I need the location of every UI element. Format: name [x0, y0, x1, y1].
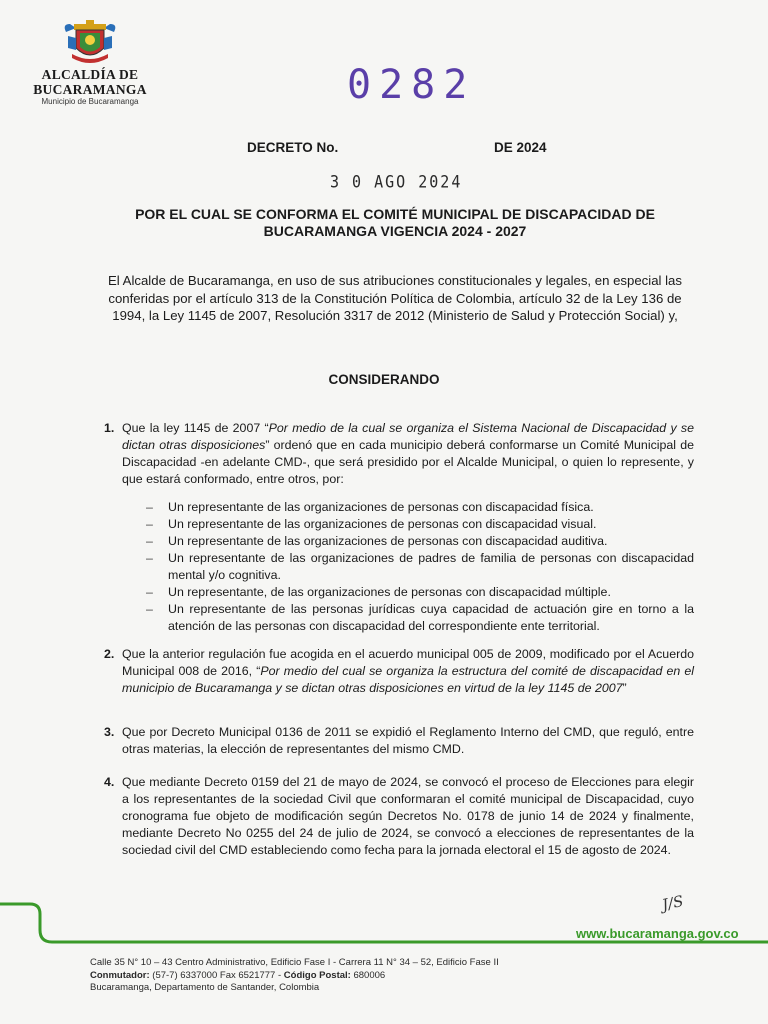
- decreto-year: DE 2024: [494, 140, 547, 155]
- list-item: – Un representante de las organizaciones de personas con discapacidad visual.: [146, 516, 694, 533]
- considerando-heading: CONSIDERANDO: [328, 372, 440, 387]
- item-text: Que mediante Decreto 0159 del 21 de mayo de 2024, se convocó el proceso de Elecciones para elegir a los representantes de la sociedad Civil que conformaran el comité municipal de Discapacidad, cuyo cronograma fue objeto de modificación según Decretos No. 0178 de junio 14 de 2024 y finalmente, mediante Decreto No 0255 del 24 de julio de 2024, se convocó a elecciones de representantes de la sociedad civil del CMD estableciendo como fecha para la jornada electoral el 15 de agosto de 2024.: [122, 775, 694, 857]
- list-item: – Un representante de las personas jurídicas cuya capacidad de actuación gire en torno a la atención de las personas con discapacidad del correspondiente ente territorial.: [146, 601, 694, 635]
- alcaldia-logo: [30, 18, 150, 106]
- considerando-item-1: [104, 420, 694, 488]
- list-item: – Un representante de las organizaciones de personas con discapacidad auditiva.: [146, 533, 694, 550]
- decree-number-stamp: 0282: [347, 62, 476, 108]
- logo-subtitle: Municipio de Bucaramanga: [41, 97, 139, 106]
- item-number: 1.: [104, 421, 115, 435]
- item-text: Que por Decreto Municipal 0136 de 2011 se expidió el Reglamento Interno del CMD, que reguló, entre otras materias, la elección de representantes del mismo CMD.: [122, 725, 694, 756]
- website-link[interactable]: www.bucaramanga.gov.co: [576, 926, 739, 941]
- item-text: Que la ley 1145 de 2007 “Por medio de la cual se organiza el Sistema Nacional de Discapacidad y se dictan otras disposiciones” ordenó que en cada municipio deberá conformarse un Comité Municipal de Discapacidad -en adelante CMD-, que será presidido por el Alcalde Municipal, o quien lo represente, y que estará conformado, entre otros, por:: [122, 421, 694, 486]
- item-number: 3.: [104, 725, 115, 739]
- footer-address: Calle 35 N° 10 – 43 Centro Administrativo, Edificio Fase I - Carrera 11 N° 34 – 52, Edificio Fase II: [90, 957, 499, 968]
- decree-title: POR EL CUAL SE CONFORMA EL COMITÉ MUNICIPAL DE DISCAPACIDAD DE BUCARAMANGA VIGENCIA 2024 - 2027: [135, 206, 655, 239]
- item-text: Que la anterior regulación fue acogida en el acuerdo municipal 005 de 2009, modificado por el Acuerdo Municipal 008 de 2016, “Por medio del cual se organiza la estructura del comité de discapacidad en el municipio de Bucaramanga y se dictan otras disposiciones en virtud de la ley 1145 de 2007”: [122, 647, 695, 695]
- decreto-label: DECRETO No.: [247, 140, 339, 155]
- list-item: – Un representante, de las organizaciones de personas con discapacidad múltiple.: [146, 584, 694, 601]
- considerando-item-3: [104, 724, 694, 758]
- footer-city: Bucaramanga, Departamento de Santander, Colombia: [90, 982, 320, 993]
- initials-signature: J/S: [660, 891, 685, 915]
- coat-of-arms-icon: [58, 18, 122, 66]
- date-stamp: 3 0 AGO 2024: [330, 172, 463, 192]
- item-number: 2.: [104, 647, 115, 661]
- footer-contact: [90, 957, 499, 995]
- considerando-item-4: [104, 774, 694, 859]
- considerando-item-2: [104, 646, 694, 697]
- list-item: – Un representante de las organizaciones de personas con discapacidad física.: [146, 499, 694, 516]
- item-number: 4.: [104, 775, 115, 789]
- list-item: – Un representante de las organizaciones de padres de familia de personas con discapacidad mental y/o cognitiva.: [146, 550, 694, 584]
- representatives-list: [146, 499, 694, 635]
- logo-name-line2: BUCARAMANGA: [33, 82, 147, 97]
- logo-name-line1: ALCALDÍA DE: [41, 67, 139, 82]
- preamble: El Alcalde de Bucaramanga, en uso de sus atribuciones constitucionales y legales, en especial las conferidas por el artículo 313 de la Constitución Política de Colombia, artículo 32 de la Ley 136 de 1994, la Ley 1145 de 2007, Resolución 3317 de 2012 (Ministerio de Salud y Protección Social) y,: [107, 273, 682, 323]
- footer-phone: Conmutador: (57-7) 6337000 Fax 6521777 - Código Postal: 680006: [90, 969, 386, 981]
